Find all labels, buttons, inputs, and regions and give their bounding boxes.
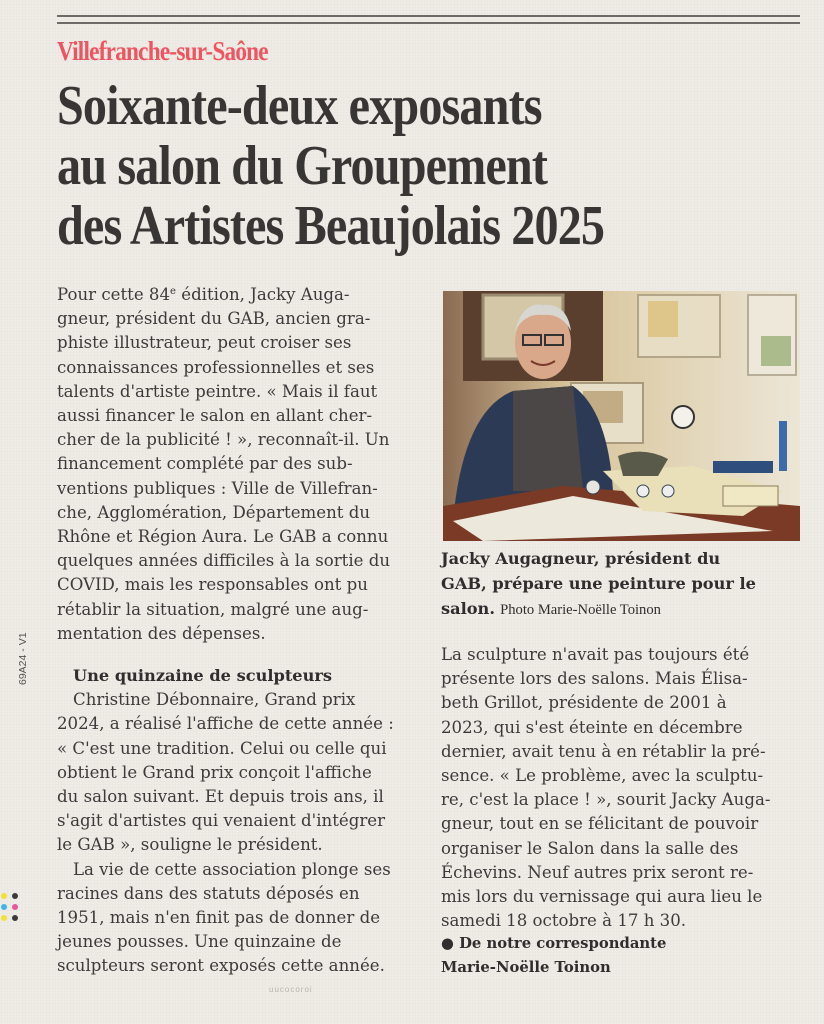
byline-author: Marie-Noëlle Toinon [441,959,611,976]
paragraph-line: talents d'artiste peintre. « Mais il faut [57,381,378,401]
paragraph-line: La sculpture n'avait pas toujours été [441,645,750,664]
paragraph-line: re, c'est la place ! », sourit Jacky Auga- [441,790,771,810]
paragraph-line: jeunes pousses. Une quinzaine de [57,932,342,952]
subheading: Une quinzaine de sculpteurs [73,666,333,686]
paragraph-line: gneur, tout en se félicitant de pouvoir [441,814,759,834]
paragraph-line: du salon suivant. Et depuis trois ans, il [57,787,384,807]
caption-line: Jacky Augagneur, président du [441,549,721,568]
article-photo [443,291,800,541]
registration-dot-icon [1,893,7,899]
headline [57,76,824,256]
paragraph-line: Échevins. Neuf autres prix seront re- [441,862,754,882]
paragraph-line: Pour cette 84e édition, Jacky Auga- [57,285,350,304]
paragraph-line: dernier, avait tenu à en rétablir la pré- [441,741,766,761]
caption-line: salon. [441,599,495,618]
headline-line: Soixante-deux exposants [57,75,542,137]
paragraph-line: La vie de cette association plonge ses [73,859,391,879]
paragraph-line: « C'est une tradition. Celui ou celle qui [57,738,387,758]
paragraph-line: sculpteurs seront exposés cette année. [57,956,385,976]
left-column [57,283,417,979]
registration-dot-icon [12,904,18,910]
paragraph-line: Rhône et Région Aura. Le GAB a connu [57,527,389,547]
paragraph-line: racines dans des statuts déposés en [57,883,360,903]
faint-footer-text: uucocoroi [269,985,313,994]
paragraph-line: mis lors du vernissage qui aura lieu le [441,887,763,907]
top-rule [57,15,800,17]
paragraph-line: beth Grillot, présidente de 2001 à [441,693,727,713]
photo-credit: Photo Marie-Noëlle Toinon [500,602,661,618]
headline-line: au salon du Groupement [57,135,548,197]
photo-caption [441,546,801,623]
byline [441,932,666,980]
paragraph-line: s'agit d'artistes qui venaient d'intégrer [57,811,386,831]
byline-role: ● De notre correspondante [441,935,667,952]
registration-dot-icon [1,915,7,921]
paragraph-line: sence. « Le problème, avec la sculptu- [441,766,764,786]
registration-dot-icon [12,915,18,921]
paragraph-line: quelques années difficiles à la sortie du [57,551,391,571]
paragraph-line: présente lors des salons. Mais Élisa- [441,669,748,689]
paragraph-line: cher de la publicité ! », reconnaît-il. Un [57,430,390,450]
paragraph-line: obtient le Grand prix conçoit l'affiche [57,762,372,782]
paragraph-line: 2024, a réalisé l'affiche de cette année : [57,714,394,734]
paragraph-line: aussi financer le salon en allant cher- [57,406,373,426]
right-column [441,643,801,933]
paragraph-line: financement complété par des sub- [57,454,353,474]
registration-dot-icon [12,893,18,899]
paragraph-line: phiste illustrateur, peut croiser ses [57,333,352,353]
paragraph-line: ventions publiques : Ville de Villefran- [57,478,378,498]
paragraph-line: COVID, mais les responsables ont pu [57,575,368,595]
paragraph-line: le GAB », souligne le président. [57,835,323,855]
registration-dot-icon [1,904,7,910]
edition-code: 69A24 - V1 [17,632,29,685]
top-rule-second [57,22,800,24]
paragraph-line: 2023, qui s'est éteinte en décembre [441,717,743,737]
paragraph-line: rétablir la situation, malgré une aug- [57,599,369,619]
photo-artist-at-table-icon [443,291,800,541]
paragraph-line: mentation des dépenses. [57,623,266,643]
paragraph-line: organiser le Salon dans la salle des [441,838,739,858]
paragraph-line: gneur, président du GAB, ancien gra- [57,309,371,329]
paragraph-line: 1951, mais n'en finit pas de donner de [57,908,381,928]
caption-line: GAB, prépare une peinture pour le [441,574,756,593]
paragraph-line: che, Agglomération, Département du [57,502,371,522]
paragraph-line: samedi 18 octobre à 17 h 30. [441,911,687,931]
headline-line: des Artistes Beaujolais 2025 [57,195,605,257]
kicker-location: Villefranche-sur-Saône [57,36,268,66]
paragraph-line: Christine Débonnaire, Grand prix [73,690,356,710]
paragraph-line: connaissances professionnelles et ses [57,357,375,377]
